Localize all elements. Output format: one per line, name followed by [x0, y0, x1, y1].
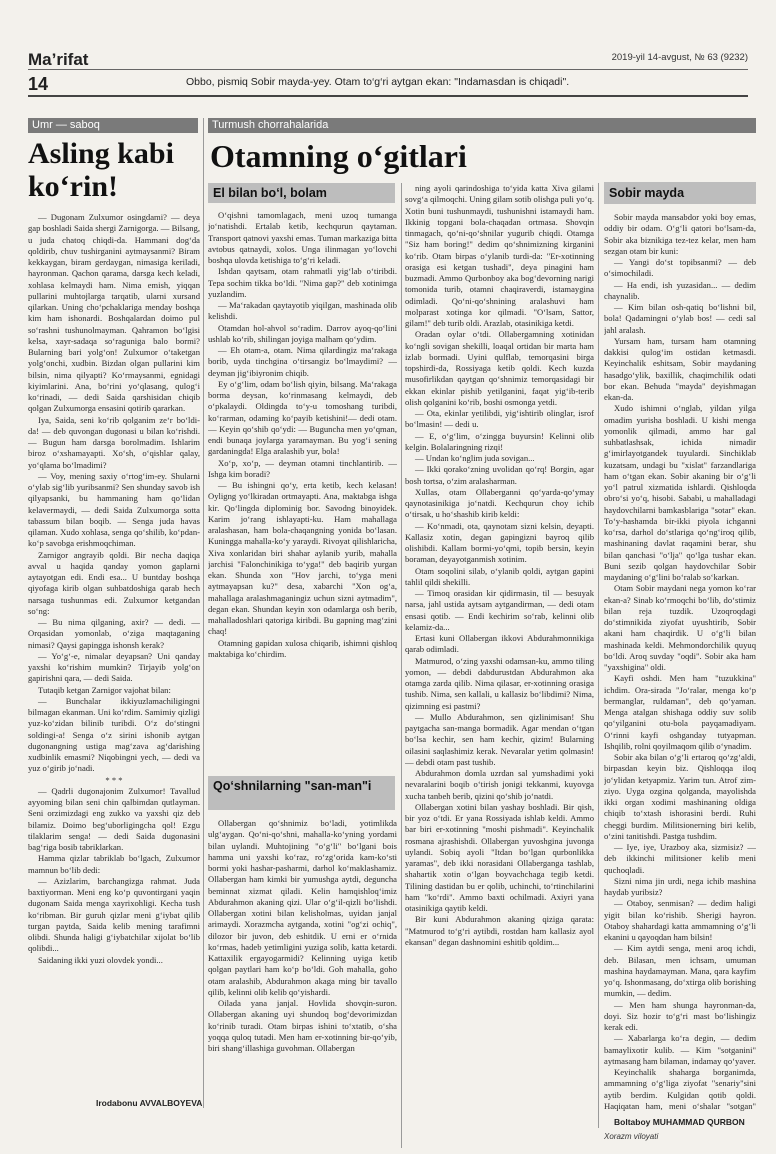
paragraph: Ey o‘g‘lim, odam bo‘lish qiyin, bilsang. Ma‘rakaga borma deysan, ko‘rinmasang kelmaydi, deb o‘pkalaydi. Oldingda to‘y-u tomoshang turibdi, ko‘rarman, odaming ko‘payib ketishini!— dedi otam. — Keyin qo‘shib qo‘ydi: — Buguncha men yo‘qman, endi bunaqa joylarga yaramayman. Bu yog‘i sening gardaningda! Elga aralashib yur, bola!: [208, 378, 397, 457]
rubric-left: Umr — saboq: [28, 118, 198, 133]
paragraph: — Ha endi, ish yuzasidan... — dedim chaynalib.: [604, 279, 756, 301]
column-divider: [598, 183, 599, 1128]
paragraph: O‘qishni tamomlagach, meni uzoq tumanga jo‘natishdi. Ertalab ketib, kechqurun qaytaman. Transport qatnovi yaxshi emas. Tuman markaziga bitta avtobus qatnaydi, xolos. Unga ilinmagan yo‘lovchi boshqa ulovda ketishiga to‘g‘ri keladi.: [208, 210, 397, 265]
column-divider: [203, 118, 204, 1108]
paragraph: — Azizlarim, barchangizga rahmat. Juda baxtiyorman. Meni eng ko‘p quvontirgani yaqin dugonam Saida menga xayrixohligi. Kecha tush ko‘ribman. Bir guruh qizlar meni g‘iybat qilib turgan paytda, Saida kelib mening tarafimni olibdi. Shunda haligi g‘iybatchilar xijolat bo‘lib qolibdi...: [28, 875, 200, 954]
paragraph: — Ma‘rakadan qaytayotib yiqilgan, mashinada olib kelishdi.: [208, 300, 397, 322]
paragraph: — Ota, ekinlar yetilibdi, yig‘ishtirib olinglar, isrof bo‘lmasin! — dedi u.: [405, 408, 594, 430]
paragraph: — Ikki qorako‘zning uvolidan qo‘rq! Borgin, agar bosh tortsa, o‘zim aralasharman.: [405, 464, 594, 486]
paragraph: Xullas, otam Ollaberganni qo‘yarda-qo‘ymay qaynotasinikiga jo‘natdi. Kechqurun choy ichib o‘tirsak, u ho‘shashib kirib keldi:: [405, 486, 594, 520]
header-quote: Obbo, pismiq Sobir mayda-yey. Otam to‘g‘ri aytgan ekan: "Indamasdan is chiqadi".: [186, 76, 570, 88]
paragraph: Iya, Saida, seni ko‘rib qolganim ze‘r bo‘ldi-da! — deb quvongan dugonasi u bilan ko‘rishdi. — Bugun ham darsga borolmadim. Ishlarim biroz o‘xshamayapti. Xo‘sh, o‘qishlar qalay, yo‘qlama bo‘lmadimi?: [28, 414, 200, 470]
paragraph: — Undan ko‘nglim juda sovigan...: [415, 453, 535, 463]
paragraph: — Eh otam-a, otam. Nima qilardingiz ma‘rakaga borib, uyda tinchgina o‘tirsangiz bo‘lmaydimi? — deyman jig‘ibiyronim chiqib.: [208, 345, 397, 378]
paragraph: Otamdan hol-ahvol so‘radim. Darrov ayoq-qo‘lini ushlab ko‘rib, shilingan joyiga malham qo‘ydim.: [208, 322, 397, 344]
paragraph: Abdurahmon domla uzrdan sal yumshadimi yoki nevaralarini boqib o‘tirish jonigi tekkanmi, kuyovga xuchа tanbeh berib, qizini qo‘shib jo‘natdi.: [405, 768, 594, 801]
left-article-body: [28, 212, 200, 1094]
section-title-1: El bilan bo‘l, bolam: [208, 183, 395, 203]
rubric-main: Turmush chorrahalarida: [208, 118, 756, 133]
paragraph: — Dugonam Zulxumor osingdami? — deya gap boshladi Saida shergi Zarnigorga. — Bilsang, u juda chatoq chiqdi-da. Hammani dog‘da qoldirib, chuv tushirganini aytmaysanmi? Biram kekkaygan, biram gerdaygan, nimasiga keriladi, hayronman. Qachon qarama, darsga kech keladi, xohlasa kelmaydi ham. Nima emish, yiqqan pullarini muhtojlarga tarqatib, ularni xursand qilarkan. Uning cho‘pchaklariga menday boshqa kim ham ishonardi. Boshqalardan doimo pul so‘rashni tushunolmayman. Qahramon bo‘lgisi kelsa, xayr-sadaqa so‘raguniga balo bormi? Bularning bari yolg‘on! Zulxumor o‘taketgan yolg‘onchi, xudbin. Bizdan olgan pullarini kim bilsin, nima qilyapti? Ko‘rmaysanmi, egnidagi kiyimlarini. Ana, bo‘rini yo‘qlasang, qulog‘i ko‘rinadi, — dedi Saida qarshisidan chiqib qolgan Zulxumorga ensasini qotirib qararkan.: [28, 212, 200, 414]
paragraph: Hamma qizlar tabriklab bo‘lgach, Zulxumor mamnun bo‘lib dedi:: [28, 853, 200, 875]
paragraph: — Bu ishingni qo‘y, erta ketib, kech kelasan! Oyligng yo‘lkiradan ortmayapti. Ana, maktabga ishga kir. Qo‘lingda diplominig bor. Savodng binoyidek. Karim jo‘rang ishlayapti-ku. Ham mahallaga aralashasan, ham bola-chaqangning yonida bo‘lasan. Kuningga mahalla-ko‘y yaraydi. Rivoyat qilishlaricha, Xiva xonlaridan biri shahar aylanib yurib, mahalla jarchisi "Falonchinikiga to‘yga!" deb baqirib yurgan ekan. Shunda xon "Hov jarchi, to‘yga meni aytmayapsan ku?" desa, xabarchi "Xon og‘a, mahallaga aralashmaganingiz uchun sizni aytmadim", degan ekan. Shundan keyin xon odamlarga osh berib, mahalladoshlari qatoriga kiribdi. Bu gapning mag‘zini chaq!: [208, 480, 397, 637]
paragraph: Otamning gapidan xulosa chiqarib, ishimni qishloq maktabiga ko‘chirdim.: [208, 637, 397, 659]
paragraph: — Iye, iye, Urazboy aka, sizmisiz? — deb ikkinchi militsioner kelib meni quchoqladi.: [604, 842, 756, 875]
left-headline: Asling kabi ko‘rin!: [28, 137, 174, 203]
paragraph: — Ko‘nmadi, ota, qaynotam sizni kelsin, deyapti. Kallasiz xotin, degan gapingizni bayroq qilib olishibdi. Kallam bormi-yo‘qmi, topib bersin, keyin boraman, deyayotganmish xotinim.: [405, 520, 594, 565]
section-1-body: [208, 210, 397, 770]
paragraph: Otam soqolini silab, o‘ylanib qoldi, aytgan gapini tahlil qildi shekilli.: [405, 565, 594, 587]
paragraph: Xo‘p, xo‘p, — deyman otamni tinchlantirib. — Ishga kim boradi?: [208, 457, 397, 479]
section-title-2: Qo‘shnilarning "san-man"i: [208, 776, 395, 810]
main-headline: Otamning o‘gitlari: [210, 138, 467, 174]
paragraph: — Qadrli dugonajonim Zulxumor! Tavallud ayyoming bilan seni chin qalbimdan qutlayman. Seni orzimizdagi eng zukko va yaxshi qiz deb bilamiz. Doimo beg‘uborligingcha qol! Ezgu tilaklarim senga! — dedi Saida dugonasini bag‘riga bosib tabriklarkan.: [28, 785, 200, 852]
paragraph: — Voy, mening saxiy o‘rtog‘im-ey. Shularni o‘ylab sig‘lib yuribsanmi? Sen shunday savob ish qilyapsanki, bu hammaning ham qo‘lidan kelavermaydi, — dedi Saida Zulxumorga sotta tabassum bilan boqib. — Senga juda havas qilaman. Xudo xohlasa, senga qo‘shilib, ko‘pdan-ko‘p savobga erishmoqchiman.: [28, 470, 200, 549]
newspaper-brand: Ma’rifat: [28, 50, 89, 69]
page-number: 14: [28, 74, 49, 94]
paragraph: Keyinchalik shaharga borganimda, ammamning o‘g‘liga ziyofat "senariy"sini aytib berdim. Kulgidan qotib qoldi. Haqiqatan ham, meni o‘shalar "sotgan": [604, 1067, 756, 1111]
left-author: Irodabonu AVVALBOYEVA: [96, 1098, 203, 1108]
paragraph: — Kim bilan osh-qatiq bo‘lishni bil, bola! Qadamingni o‘ylab bos! — cedi sal jahl aralash.: [604, 302, 756, 335]
paragraph: Otam Sobir maydani nega yomon ko‘rar ekan-a? Sinab ko‘rmoqchi bo‘lib, do‘stimiz bilan reja tuzdik. Uzoqroqdagi do‘stimnikida ziyofat uyushtirib, Sobir akani ham chaqirdik. U o‘g‘li bilan mashinada keldi. Mehmondorchilik quyuq bo‘ldi. Aroq suvday "oqdi". Sobir aka ham "yaxshigina" oldi.: [604, 583, 756, 672]
paragraph: Oradan oylar o‘tdi. Ollabergamning xotinidan ko‘ngli sovigan shekilli, loaqal ortidan bir marta ham izlab bormadi. Uyini qulflab, temorqasini birga topshirdi-da, Rossiyaga ketib qoldi. Kech kuzda musofirlikdan qaytgan qo‘shnimiz temorqasidagi bir ekkan ekinlar pishib yetilganini, faqat yig‘ib-terib olish qolganini ko‘rib, boshi osmonga yetdi.: [405, 329, 594, 407]
section-2-body: [208, 818, 397, 1148]
section-3-body: [604, 212, 756, 1112]
paragraph: Yursam ham, tursam ham otamning dakkisi qulog‘im ostidan ketmasdi. Keyinchalik eshitsam, Sobir maydaning hasadgo‘ylik, baxillik, chaqimchilik odati bor ekan. Behuda "mayda" deyishmagan ekan-da.: [604, 335, 756, 402]
paragraph: — Bu nima qilganing, axir? — dedi. — Orqasidan yomonlab, o‘ziga maqtaganing nimasi? Qaysi gapingga ishonsh kerak?: [28, 617, 200, 650]
issue-date: 2019-yil 14-avgust, № 63 (9232): [611, 52, 748, 63]
paragraph: Tutaqib ketgan Zarnigor vajohat bilan:: [38, 684, 171, 695]
paragraph: Bir kuni Abdurahmon akaning qiziga qarata: "Matmurod to‘g‘ri aytibdi, rostdan ham kallasiz ayol ekansan" degan dashnomini eshitib qoldim...: [405, 914, 594, 947]
paragraph: Ertasi kuni Ollabergan ikkovi Abdurahmonnikiga qarab odimladi.: [405, 633, 594, 655]
paragraph: Zarnigor angrayib qoldi. Bir necha daqiqa avval u haqida qanday yomon gaplarni aytayotgan edi. Endi esa... U buntday boshqa qiyofaga kirib olgan suhbatdoshiga qarab hech narsaga tushunmas edi. Zulxumor ketgandan so‘ng:: [28, 549, 200, 616]
paragraph: Ishdan qaytsam, otam rahmatli yig‘lab o‘tiribdi. Tepa sochim tikka bo‘ldi. "Nima gap?" deb xotinimga yuzlandim.: [208, 266, 397, 299]
paragraph: — Bunchalar ikkiyuzlamachiligingni bilmagan ekanman. Uni ko‘rdim. Samimiy qizligi yuz-ko‘zidan bilinib turibdi. O‘z do‘stingni soldingi-a! Senga o‘z sirini ishonib aytgan dugonangning ustiga mag‘zava ag‘darishing xudbinlik emasmi? Niqobingni yech, — dedi va yuz o‘girib jo‘nadi.: [28, 695, 200, 774]
header-rule: [28, 69, 748, 70]
column-divider: [401, 183, 402, 1148]
header-rule-bottom: [28, 95, 748, 97]
paragraph: Sobir aka bilan o‘g‘li erta‌roq qo‘zg‘aldi, birpasdan keyin biz. Qishloqqa iloq jo‘ylidan ketyapmiz. Yarim tun. Atrof zim-ziyo. Uyga ozgina qolganda, mayolishda ikki organ xodimi mashinaning oldiga chiqib to‘xtash ishorasini berdi. Ruhi cheggi burdim. Militsionerning biri kelib, o‘zini tanitishdi. Pastga tushdim.: [604, 752, 756, 841]
masthead: [28, 44, 748, 94]
paragraph: Ollabergan xotini bilan yashay boshladi. Bir qish, bir yoz o‘tdi. Er yana Rossiyada ishlab keldi. Ammo bar biri er-xotinning "moshi pishmadi". Keyinchalik rosmana ajrashishdi. Ollabergan yuvoshgina juvonga uylandi. Sobiq ayoli "Itdan bo‘lgan qurbonlikka yaramas", deb ikki norasidani Ollaberganga tashlab, shahartik xotin o‘lgan boyvachchaga tegib ketdi. Tilining dastidan bu er qolib, uchinchi, to‘rtinchilarini ham "ko‘rdi". Ammo baxti ochilmadi. Axiyri yana otasinikiga qaytib keldi.: [405, 801, 594, 913]
paragraph: ning ayoli qarindoshiga to‘yida katta Xiva gilami sovg‘a qilmoqchi. Uning gilam sotib olishga puli yo‘q. Xotin buni tushunmaydi, tushunishni istamaydi ham. Ikkinig topgani bola-chaqadan ortmasa. Shovqin tinmagach, qo‘ni-qo‘shnilar yugurib chiqdi. Otamga "Siz ham boring!" dedim qo‘shnimizning kirganini ko‘rib. Otam birpas o‘ylanib turdi-da: "Er-xotinning orasiga esi ketgan tushadi", deya pinagini ham buzmadi. Ammo Qurbonboy aka bog‘devorning narigi tomonida turib, otamni chaqiraverdi, istamaygina odimladi. Qo‘ni-qo‘shnining aralashuvi ham molparast xotinga kor qilmadi. "O‘lsam, Sattor, gilam!" deb turib oldi. Arazlab, otasinikiga ketdi.: [405, 183, 594, 328]
paragraph: — Xabarlarga ko‘ra degin, — dedim bamaylixotir kulib. — Kim "sotgan‌ini" aytmasang ham bilaman, indamay qo‘yaver.: [604, 1033, 756, 1066]
paragraph: — Otaboy, sen‌misan? — dedim haligi yigit bilan ko‘rishib. Sherigi hayron. Otaboy shahardagi katta ammamning o‘g‘li ekanini u qayoqdan ham bilsin!: [604, 898, 756, 942]
paragraph: — Kim aytdi senga, meni aroq ichdi, deb. Bilasan, men ichsam, umuman mashina haydamayman. Mana, qara kayfim yo‘q. Ishonmasang, do‘xtirga olib borishing mumkin, — dedim.: [604, 943, 756, 999]
paragraph: Sobir mayda mansabdor yoki boy emas, oddiy bir odam. O‘g‘li qatori bo‘lsam-da, Sobir aka biznikiga tez-tez kelar, men ham sezgan otam bir kuni:: [604, 212, 756, 256]
paragraph: — Yangi do‘st topibsanmi? — deb o‘simochiladi.: [604, 257, 756, 279]
paragraph: Xudo ishimni o‘nglab, yildan yilga omadim yurisha boshladi. U kishi menga yomonlik qilmadi, ammo har gal suhbatlashsak, ichida nimadir g‘imirlayotgandek tuyulardi. Sinchiklab kuzatsam, undagi bu "xislat" farzandlariga ham o‘tgan ekan. Sobir akaning bir o‘g‘li yo‘l patrul xizmatida ishlardi. Qishloqda obro‘si yo‘q, hisobi. Sababi, u mahalladagi haydovchilarni bamkasblariga "sotar" ekan. To‘y-hashamda bir-ikki piyola ichganni ko‘rsa, darhol do‘stlariga qo‘ng‘iroq qilib, mashinaning davlat raqamini berar, shu bilan qanchasi "o‘lja" qo‘lga tushar ekan. Buni sezib qolgan haydovchilar Sobir maydaning o‘g‘lini bo‘ralab so‘karkan.: [604, 403, 756, 582]
paragraph: Kayfi oshdi. Men ham "tuzukkina" ichdim. Ora-sirada "Jo‘ralar, menga ko‘p bermanglar, ruldaman", deb qo‘yaman. Menga atalgan shishaga oddiy suv solib qo‘yilganini otu-bola payqamadiyam. O‘rinni kayfi oshganday tutyapman. Ishqilib, rolni qoyilmaqom qilib o‘ynadim.: [604, 673, 756, 751]
paragraph: Matmurod, o‘zing yaxshi odamsan-ku, ammo tiling yomon, — debdi dabdurustdan Abdurahmon aka otamga zarda qilib. Nima qilasar, er-xotinning orasiga tushib. Nima, sen kallali, u kallasiz bo‘libdimi? Nima, qizimning esi pastmi?: [405, 655, 594, 711]
section-title-3: Sobir mayda: [604, 182, 756, 204]
paragraph: — Men ham shunga hayronman-da, doyi. Siz hozir to‘g‘ri mast bo‘lishingiz kerak edi.: [604, 999, 756, 1032]
paragraph: — E, o‘g‘lim, o‘zingga buyursin! Kelinni olib kelgin. Bolalaringning rizqi!: [405, 430, 594, 452]
paragraph: Sizni nima jin urdi, nega ichib mashina haydab yuribsiz?: [604, 875, 756, 897]
paragraph: — Mullo Abdurahmon, sen qizlinimisan! Shu paytgacha san-manga bormadik. Agar mendan o‘tgan bo‘lsa kechir, sen ham kechir, qizim! Bularning oilasini saqlashimiz kerak. Nevaralar yetim qolmasin! — debdi otam past tushib.: [405, 711, 594, 767]
paragraph: Oilada yana janjal. Hovlida shovqin-suron. Ollabergan akaning uyi shundoq bog‘devorimizdan ko‘rinib turadi. Otam birpas ishini to‘xtatib, o‘sha yoqqa quloq tutadi. Men ham er-xotinning bir-qo‘yib, biri shang‘illashiga guvohman. Ollabergan: [208, 998, 397, 1053]
section-2-continued: [405, 183, 594, 1148]
main-author: Boltaboy MUHAMMAD QURBON: [614, 1117, 745, 1127]
paragraph: — Yo‘g‘-e, nimalar deyapsan? Uni qanday yaxshi ko‘rishim mumkin? Tirjayib yolg‘on gapirishni qara, — dedi Saida.: [28, 650, 200, 684]
paragraph: * * *: [105, 774, 123, 785]
paragraph: Saidaning ikki yuzi olovdek yondi...: [38, 954, 163, 965]
author-region: Xorazm viloyati: [604, 1132, 659, 1141]
paragraph: — Timoq orasidan kir qidirmasin, til — besuyak narsa, jahl ustida aytsam aytgandirman, — dedi otam ensasi qotib. — Endi kechirim so‘rab, kelinni olib kelamiz-da...: [405, 588, 594, 632]
paragraph: Ollabergan qo‘shnimiz bo‘ladi, yotimlikda ulg‘aygan. Qo‘ni-qo‘shni, mahalla-ko‘yning yordami bilan uylandi. Muhtojining "o‘g‘li" bo‘lgani bois hamma uni yaxshi ko‘raz, ro‘zg‘orida kam-ko‘sti bormi yoki hashar-pasharmi, darhol ko‘maklashamiz. Ollabergan ham kimki bir yumushga aytdi, deguncha beminnat xizmat qiladi. Kelin hamqishloq‘imiz Abdurahmon akaning qizi. Ular o‘g‘il-qizli bo‘lishdi. Ollabergan xotini bilan kelisholmas, uyidan janjal arimaydi. Xorazmcha aytganda, xotini "og‘zi ochiq", dilozor bir juvon, deb eshitdik. U erni er o‘rnida ko‘rmas, hadeb yetimligini yuziga solib, katta ketardi. Kattaxilik ergayogarmidi? Kelinning uyiga ketib qolgan paytlari ham ko‘p bo‘ldi. Goh mahalla, goho otam aralashib, Abdurahmon akaga ming bir tavallo qilib, kelinni olib kelib qo‘yishardi.: [208, 818, 397, 997]
